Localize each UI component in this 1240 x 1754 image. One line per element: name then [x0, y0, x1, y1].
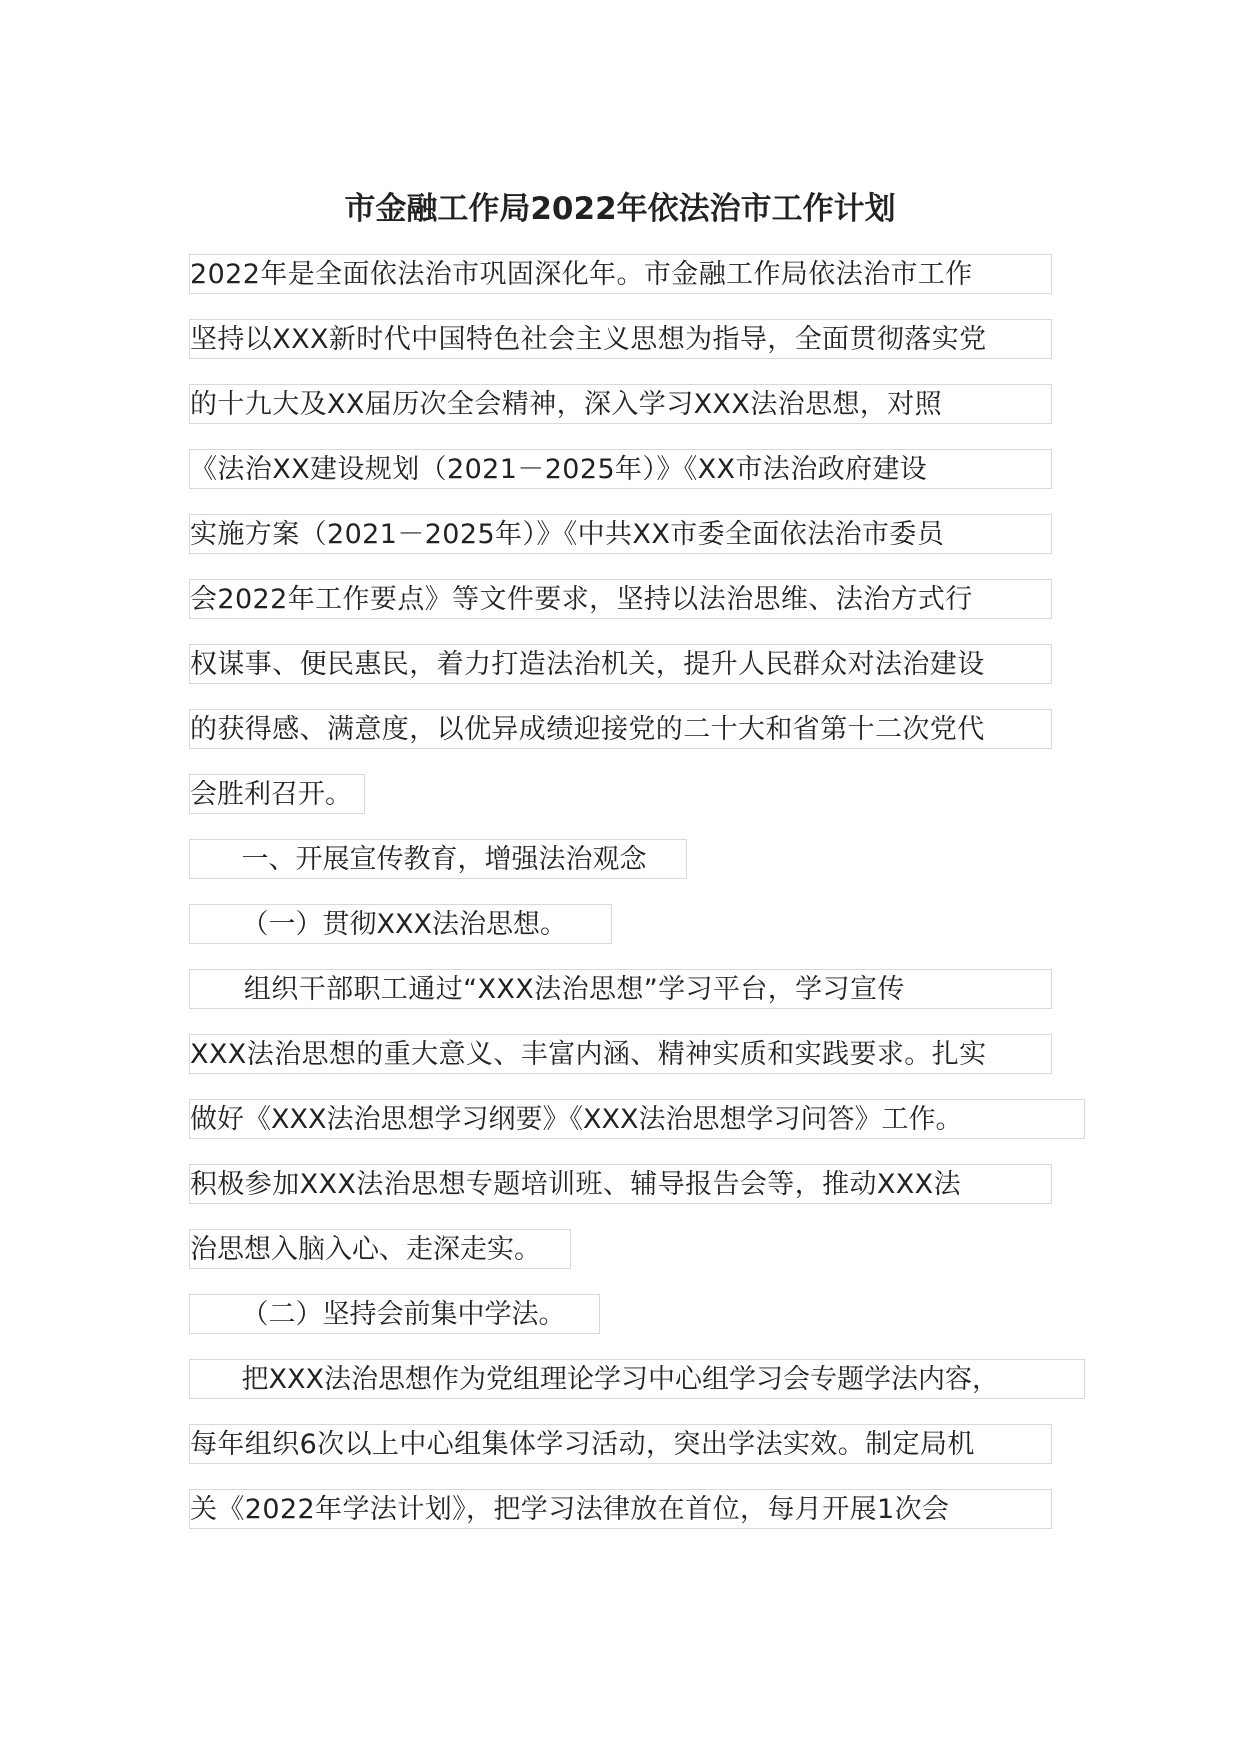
paragraph-line: XXX法治思想的重大意义、丰富内涵、精神实质和实践要求。扎实: [189, 1034, 1052, 1074]
paragraph-line: 坚持以XXX新时代中国特色社会主义思想为指导，全面贯彻落实党: [189, 319, 1052, 359]
paragraph-line: 每年组织6次以上中心组集体学习活动，突出学法实效。制定局机: [189, 1424, 1052, 1464]
document-title: 市金融工作局2022年依法治市工作计划: [344, 191, 896, 227]
paragraph-line: 组织干部职工通过“XXX法治思想”学习平台，学习宣传: [189, 969, 1052, 1009]
subsection-heading: （一）贯彻XXX法治思想。: [189, 904, 612, 944]
paragraph-line: 治思想入脑入心、走深走实。: [189, 1229, 571, 1269]
paragraph-line: 会2022年工作要点》等文件要求，坚持以法治思维、法治方式行: [189, 579, 1052, 619]
paragraph-line: 《法治XX建设规划（2021－2025年）》《XX市法治政府建设: [189, 449, 1052, 489]
paragraph-line: 的获得感、满意度，以优异成绩迎接党的二十大和省第十二次党代: [189, 709, 1052, 749]
paragraph-line: 做好《XXX法治思想学习纲要》《XXX法治思想学习问答》工作。: [189, 1099, 1085, 1139]
paragraph-line: 的十九大及XX届历次全会精神，深入学习XXX法治思想，对照: [189, 384, 1052, 424]
subsection-heading: （二）坚持会前集中学法。: [189, 1294, 600, 1334]
paragraph-line: 2022年是全面依法治市巩固深化年。市金融工作局依法治市工作: [189, 254, 1052, 294]
paragraph-line: 把XXX法治思想作为党组理论学习中心组学习会专题学法内容，: [189, 1359, 1085, 1399]
section-heading: 一、开展宣传教育，增强法治观念: [189, 839, 687, 879]
paragraph-line: 实施方案（2021－2025年）》《中共XX市委全面依法治市委员: [189, 514, 1052, 554]
paragraph-line: 积极参加XXX法治思想专题培训班、辅导报告会等，推动XXX法: [189, 1164, 1052, 1204]
paragraph-line: 关《2022年学法计划》，把学习法律放在首位，每月开展1次会: [189, 1489, 1052, 1529]
paragraph-line: 会胜利召开。: [189, 774, 365, 814]
paragraph-line: 权谋事、便民惠民，着力打造法治机关，提升人民群众对法治建设: [189, 644, 1052, 684]
